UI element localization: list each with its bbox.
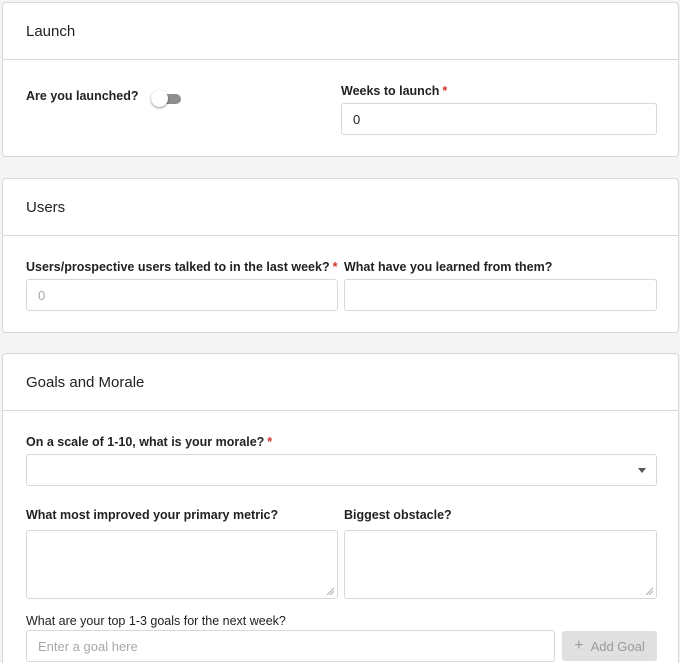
- goals-title: Goals and Morale: [26, 373, 145, 391]
- learned-input[interactable]: [344, 279, 657, 311]
- goals-header: [3, 354, 678, 411]
- required-mark: *: [442, 84, 448, 98]
- top-goals-label: What are your top 1-3 goals for the next week?: [26, 614, 286, 628]
- launch-title: Launch: [26, 22, 76, 40]
- metric-label: What most improved your primary metric?: [26, 508, 279, 522]
- toggle-knob: [151, 90, 168, 107]
- resize-grip-icon[interactable]: [326, 587, 334, 595]
- launched-toggle[interactable]: [151, 92, 181, 106]
- weeks-label-row: [341, 84, 447, 98]
- required-mark: *: [267, 435, 273, 449]
- launched-label: Are you launched?: [26, 89, 139, 103]
- morale-label: On a scale of 1-10, what is your morale?: [26, 435, 265, 449]
- talked-label: Users/prospective users talked to in the last week?: [26, 260, 330, 274]
- weeks-value: 0: [353, 111, 361, 127]
- morale-select[interactable]: [26, 454, 657, 486]
- weeks-input[interactable]: [341, 103, 657, 135]
- launch-card: [2, 2, 679, 157]
- plus-icon: +: [574, 637, 584, 654]
- obstacle-textarea[interactable]: [344, 530, 657, 599]
- users-card: [2, 178, 679, 333]
- talked-label-row: [26, 260, 337, 274]
- goal-placeholder: Enter a goal here: [38, 638, 138, 654]
- talked-placeholder: 0: [38, 287, 46, 303]
- goals-card: [2, 353, 679, 663]
- users-title: Users: [26, 198, 66, 216]
- morale-label-row: [26, 435, 272, 449]
- resize-grip-icon[interactable]: [645, 587, 653, 595]
- goal-input[interactable]: [26, 630, 555, 662]
- users-header: [3, 179, 678, 236]
- chevron-down-icon: [638, 468, 646, 473]
- launch-header: [3, 3, 678, 60]
- add-goal-label: Add Goal: [590, 638, 645, 654]
- add-goal-button[interactable]: [562, 631, 657, 661]
- talked-input[interactable]: [26, 279, 338, 311]
- required-mark: *: [332, 260, 338, 274]
- learned-label: What have you learned from them?: [344, 260, 553, 274]
- obstacle-label: Biggest obstacle?: [344, 508, 452, 522]
- weeks-label: Weeks to launch: [341, 84, 440, 98]
- metric-textarea[interactable]: [26, 530, 338, 599]
